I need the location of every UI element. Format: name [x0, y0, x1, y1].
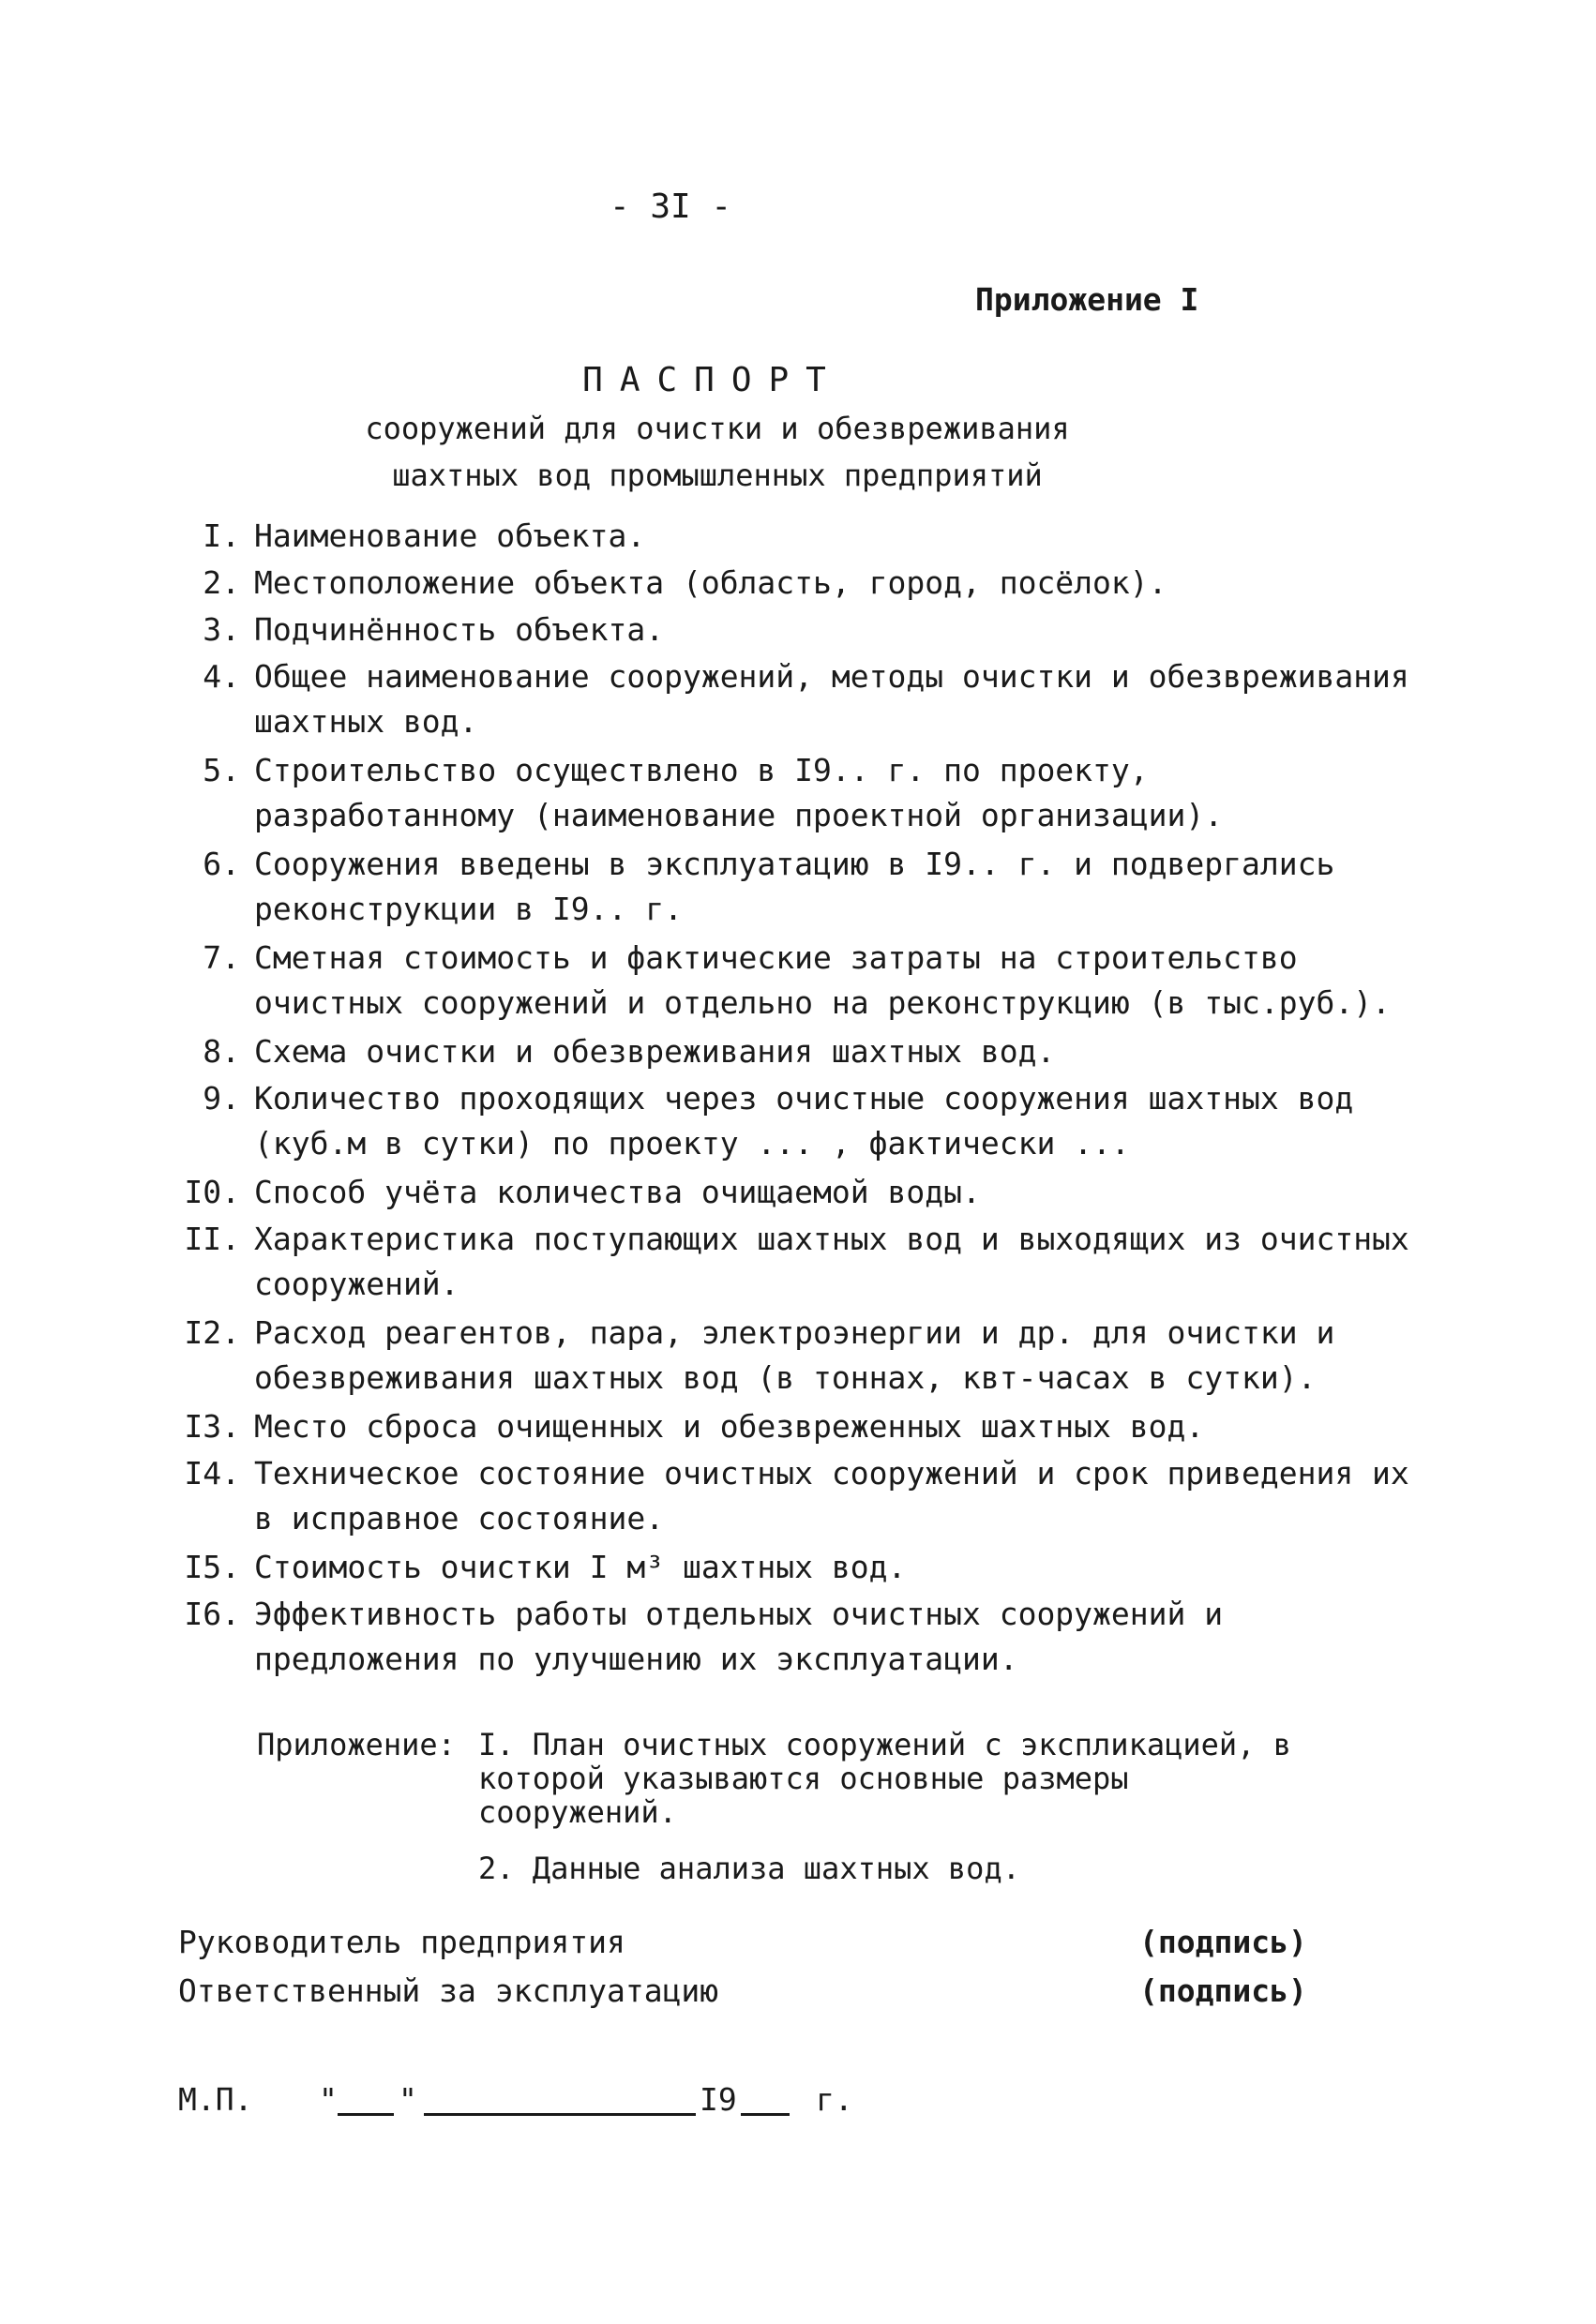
item-text: Сооружения введены в эксплуатацию в I9.. г. и подвергались реконструкции в I9.. г. — [254, 846, 1335, 927]
item-number: I6. — [184, 1596, 240, 1632]
item-text: Подчинённость объекта. — [254, 611, 665, 648]
item-number: I2. — [184, 1314, 240, 1351]
item-text: Схема очистки и обезвреживания шахтных вод. — [254, 1033, 1056, 1070]
item-number: II. — [184, 1221, 240, 1257]
responsible-signature-placeholder: (подпись) — [1139, 1972, 1307, 2009]
item-number: 2. — [203, 564, 240, 601]
attachment-prefix: Приложение: — [257, 1727, 456, 1762]
item-text: Характеристика поступающих шахтных вод и выходящих из очистных сооружений. — [254, 1221, 1409, 1302]
item-number: 4. — [203, 658, 240, 695]
head-of-enterprise-label: Руководитель предприятия — [178, 1924, 625, 1960]
item-number: I0. — [184, 1174, 240, 1210]
item-number: I5. — [184, 1549, 240, 1585]
attachment-item-1: I. План очистных сооружений с экспликацией, в которой указываются основные размеры сооружений. — [478, 1727, 1291, 1830]
item-number: 3. — [203, 611, 240, 648]
month-blank — [424, 2081, 696, 2116]
year-prefix: I9 — [700, 2081, 737, 2118]
year-suffix: г. — [816, 2081, 853, 2118]
responsible-person-label: Ответственный за эксплуатацию — [178, 1972, 719, 2009]
year-blank — [741, 2081, 790, 2116]
document-title: ПАСПОРТ — [582, 361, 843, 399]
day-blank — [338, 2081, 394, 2116]
item-text: Способ учёта количества очищаемой воды. — [254, 1174, 981, 1210]
item-text: Сметная стоимость и фактические затраты на строительство очистных сооружений и отдельно на реконструкцию (в тыс.руб.). — [254, 939, 1391, 1021]
item-text: Техническое состояние очистных сооружений и срок приведения их в исправное состояние. — [254, 1455, 1409, 1537]
quote-close: " — [399, 2081, 417, 2118]
item-text: Наименование объекта. — [254, 517, 646, 554]
head-signature-placeholder: (подпись) — [1139, 1924, 1307, 1960]
item-text: Местоположение объекта (область, город, посёлок). — [254, 564, 1167, 601]
appendix-label: Приложение I — [975, 281, 1199, 318]
item-number: 9. — [203, 1080, 240, 1117]
item-text: Эффективность работы отдельных очистных сооружений и предложения по улучшению их эксплуатации. — [254, 1596, 1224, 1677]
quote-open: " — [319, 2081, 338, 2118]
item-text: Место сброса очищенных и обезвреженных шахтных вод. — [254, 1408, 1205, 1445]
item-text: Стоимость очистки I м³ шахтных вод. — [254, 1549, 907, 1585]
item-text: Строительство осуществлено в I9.. г. по проекту, разработанному (наименование проектной организации). — [254, 752, 1224, 833]
item-number: I. — [203, 517, 240, 554]
item-text: Расход реагентов, пара, электроэнергии и др. для очистки и обезвреживания шахтных вод (в тоннах, квт-часах в сутки). — [254, 1314, 1335, 1396]
item-number: 8. — [203, 1033, 240, 1070]
item-number: 5. — [203, 752, 240, 788]
item-number: 6. — [203, 846, 240, 882]
item-text: Количество проходящих через очистные сооружения шахтных вод (куб.м в сутки) по проекту ... , фактически ... — [254, 1080, 1354, 1162]
item-number: I3. — [184, 1408, 240, 1445]
document-subtitle-line2: шахтных вод промышленных предприятий — [392, 457, 1043, 493]
document-subtitle-line1: сооружений для очистки и обезвреживания — [365, 411, 1070, 446]
page-number: - 3I - — [609, 187, 732, 226]
item-text: Общее наименование сооружений, методы очистки и обезвреживания шахтных вод. — [254, 658, 1409, 740]
item-number: 7. — [203, 939, 240, 976]
stamp-label: М.П. — [178, 2081, 253, 2118]
attachment-item-2: 2. Данные анализа шахтных вод. — [478, 1851, 1020, 1886]
item-number: I4. — [184, 1455, 240, 1492]
